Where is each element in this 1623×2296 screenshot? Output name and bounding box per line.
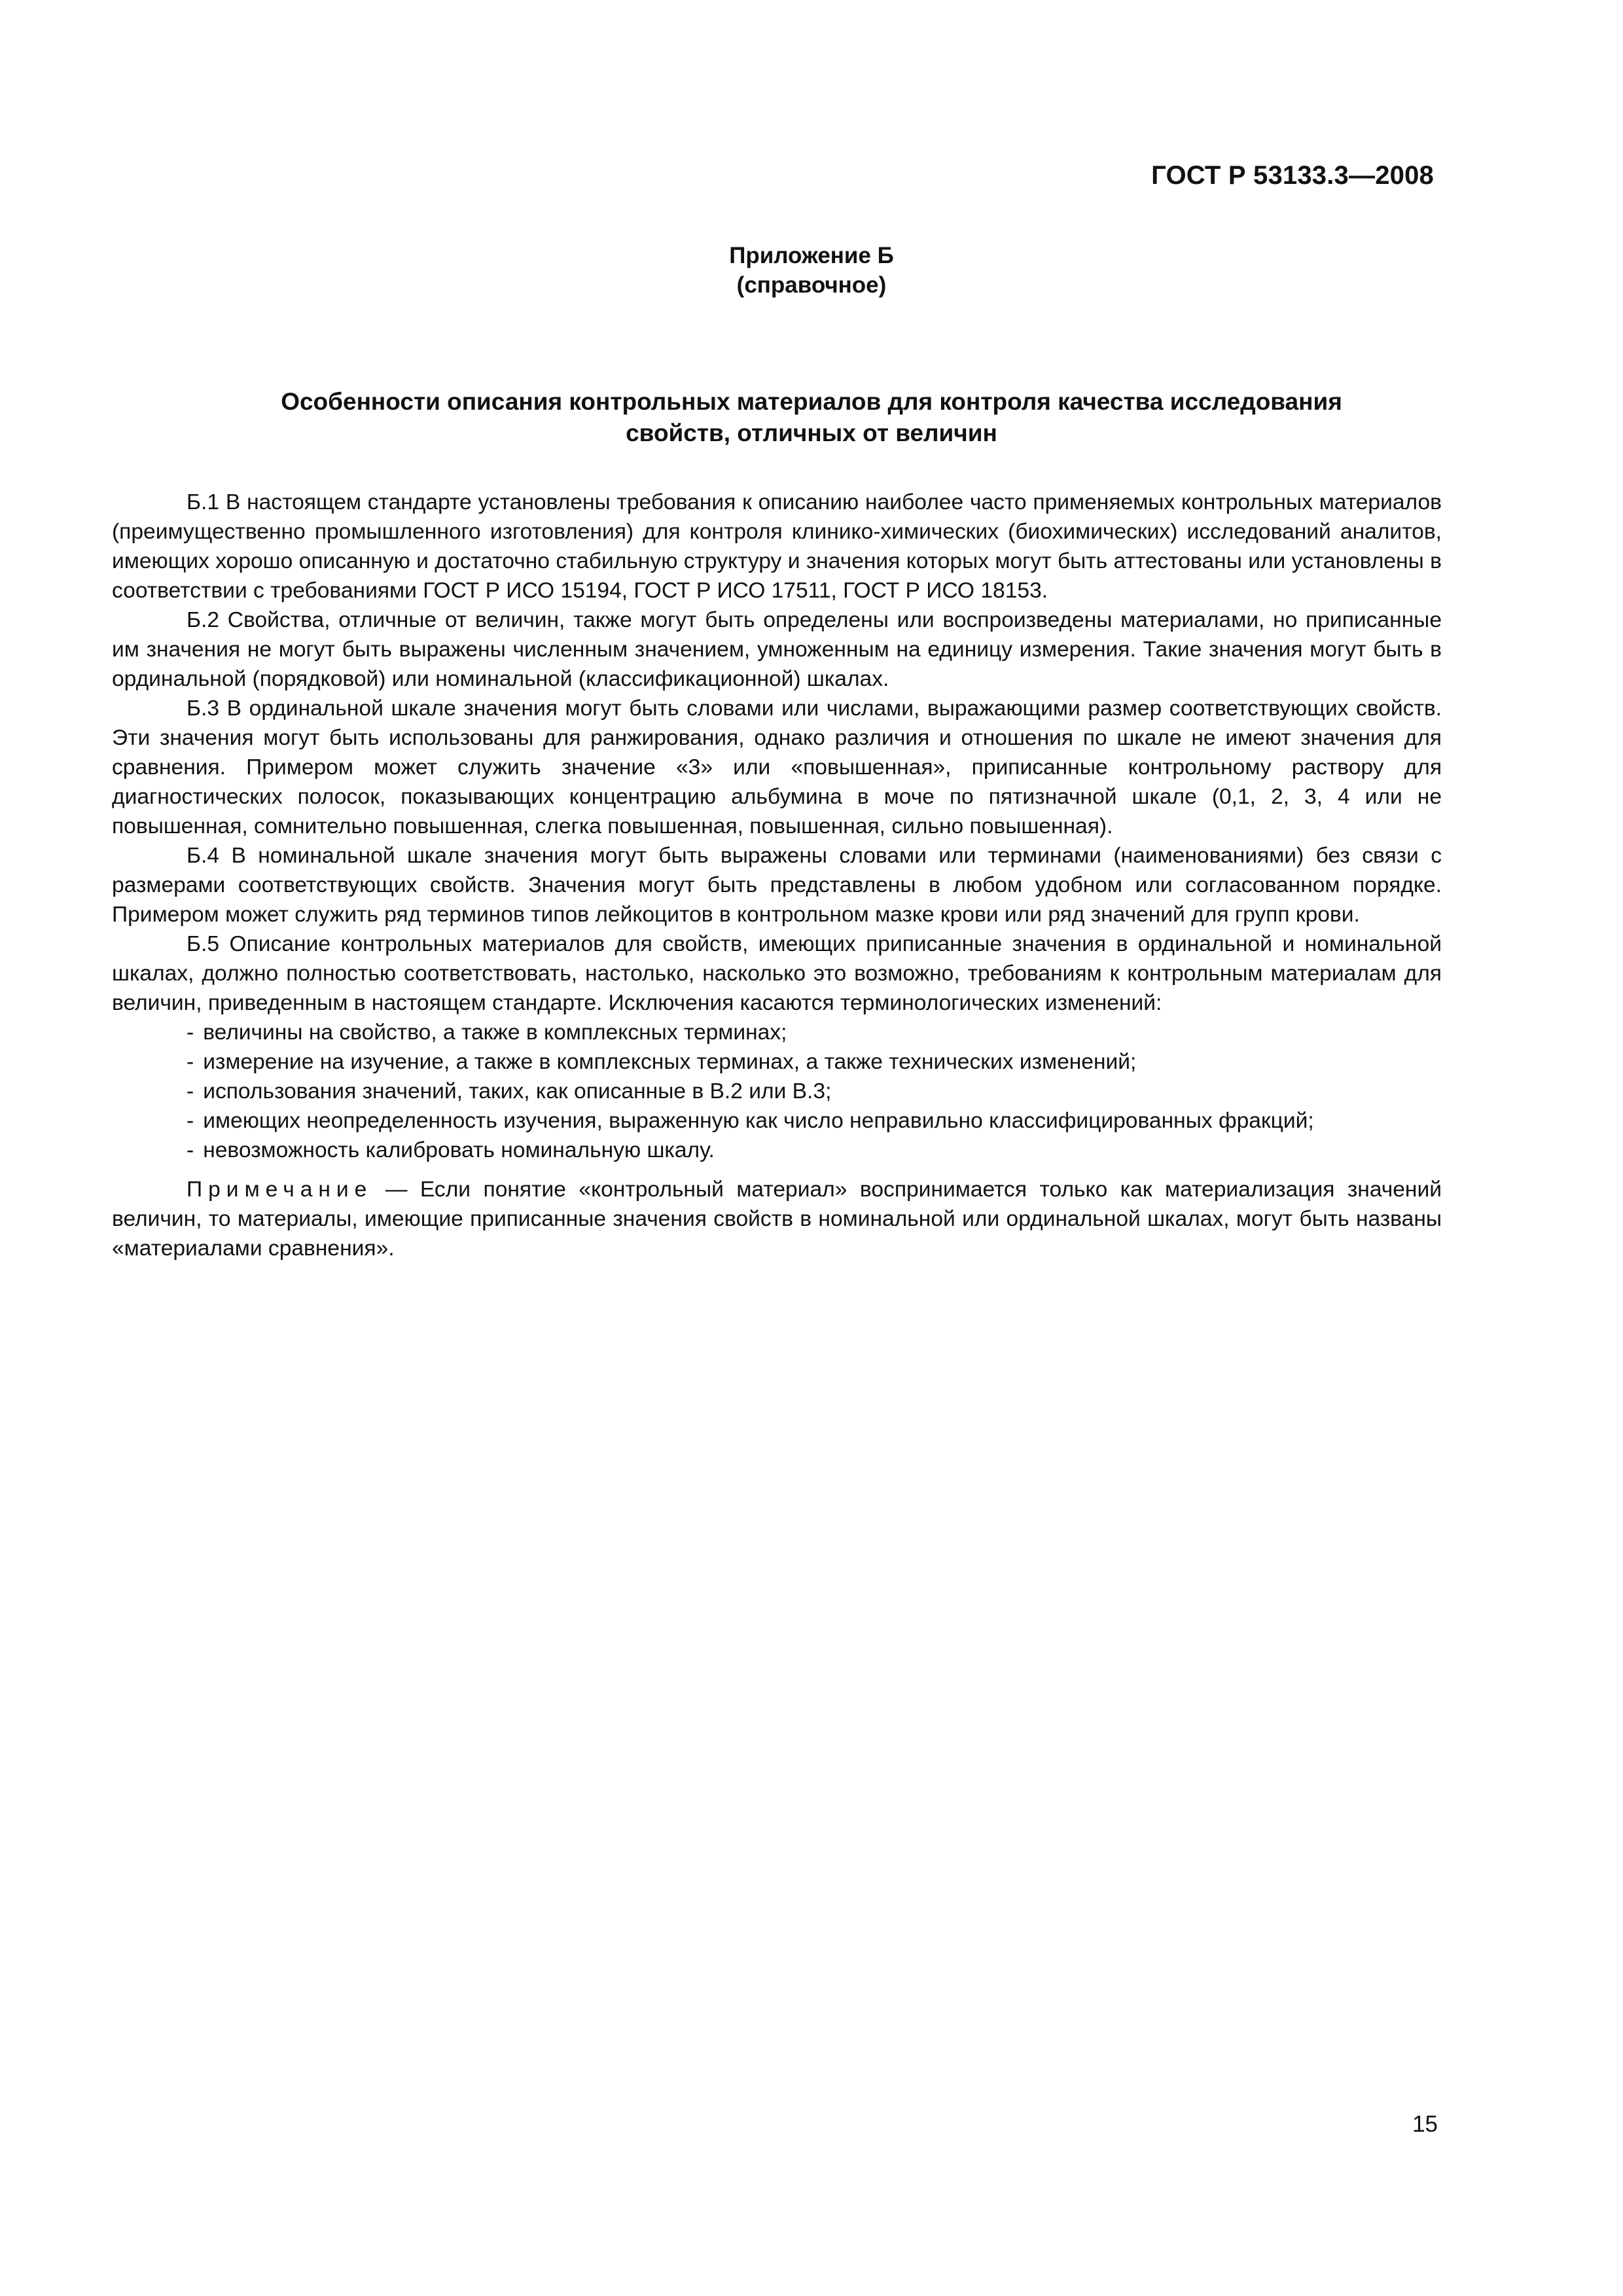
list-item-text: невозможность калибровать номинальную шкалу. — [203, 1138, 715, 1162]
document-body — [112, 488, 1442, 1263]
list-marker: - — [187, 1138, 194, 1162]
paragraph-b2: Б.2 Свойства, отличные от величин, также могут быть определены или воспроизведены материалами, но приписанные им значения не могут быть выражены численным значением, умноженным на единицу измерения. Такие значения могут быть в ординальной (порядковой) или номинальной (классификационной) шкалах. — [112, 608, 1442, 691]
note-label: Примечание — [187, 1177, 373, 1202]
list-marker: - — [187, 1020, 194, 1045]
list-item — [112, 1077, 1442, 1106]
list-item — [112, 1047, 1442, 1077]
title-line-2: свойств, отличных от величин — [626, 420, 997, 446]
list-item-text: использования значений, таких, как описанные в В.2 или В.3; — [203, 1079, 832, 1103]
paragraph-b3: Б.3 В ординальной шкале значения могут быть словами или числами, выражающими размер соответствующих свойств. Эти значения могут быть использованы для ранжирования, однако различия и отношения по шкале не имеют значения для сравнения. Примером может служить значение «3» или «повышенная», приписанные контрольному раствору для диагностических полосок, показывающих концентрацию альбумина в моче по пятизначной шкале (0,1, 2, 3, 4 или не повышенная, сомнительно повышенная, слегка повышенная, повышенная, сильно повышенная). — [112, 696, 1442, 838]
paragraph-b5: Б.5 Описание контрольных материалов для свойств, имеющих приписанные значения в ординальной и номинальной шкалах, должно полностью соответствовать, настолько, насколько это возможно, требованиям к контрольным материалам для величин, приведенным в настоящем стандарте. Исключения касаются терминологических изменений: — [112, 932, 1442, 1015]
list-marker: - — [187, 1109, 194, 1133]
list-item-text: величины на свойство, а также в комплексных терминах; — [203, 1020, 787, 1045]
changes-list — [112, 1018, 1442, 1165]
list-item — [112, 1136, 1442, 1165]
list-item — [112, 1106, 1442, 1136]
note-text: — Если понятие «контрольный материал» воспринимается только как материализация значений величин, то материалы, имеющие приписанные значения свойств в номинальной или ординальной шкалах, могут быть названы «материалами сравнения». — [112, 1177, 1442, 1261]
list-marker: - — [187, 1050, 194, 1074]
document-code: ГОСТ Р 53133.3—2008 — [1151, 161, 1434, 190]
list-marker: - — [187, 1079, 194, 1103]
paragraph-b4: Б.4 В номинальной шкале значения могут быть выражены словами или терминами (наименованиями) без связи с размерами соответствующих свойств. Значения могут быть представлены в любом удобном или согласованном порядке. Примером может служить ряд терминов типов лейкоцитов в контрольном мазке крови или ряд значений для групп крови. — [112, 844, 1442, 927]
annex-type: (справочное) — [736, 272, 887, 298]
paragraph-b1: Б.1 В настоящем стандарте установлены требования к описанию наиболее часто применяемых контрольных материалов (преимущественно промышленного изготовления) для контроля клинико-химических (биохимических) исследований аналитов, имеющих хорошо описанную и достаточно стабильную структуру и значения которых могут быть аттестованы или установлены в соответствии с требованиями ГОСТ Р ИСО 15194, ГОСТ Р ИСО 17511, ГОСТ Р ИСО 18153. — [112, 490, 1442, 603]
title-line-1: Особенности описания контрольных материалов для контроля качества исследования — [281, 388, 1342, 415]
note-paragraph — [112, 1175, 1442, 1263]
page-title — [0, 386, 1623, 449]
list-item-text: имеющих неопределенность изучения, выраженную как число неправильно классифицированных фракций; — [203, 1109, 1314, 1133]
list-item-text: измерение на изучение, а также в комплексных терминах, а также технических изменений; — [203, 1050, 1137, 1074]
page-number: 15 — [1412, 2111, 1438, 2137]
annex-label: Приложение Б — [729, 243, 894, 268]
annex-heading — [0, 241, 1623, 300]
list-item — [112, 1018, 1442, 1047]
